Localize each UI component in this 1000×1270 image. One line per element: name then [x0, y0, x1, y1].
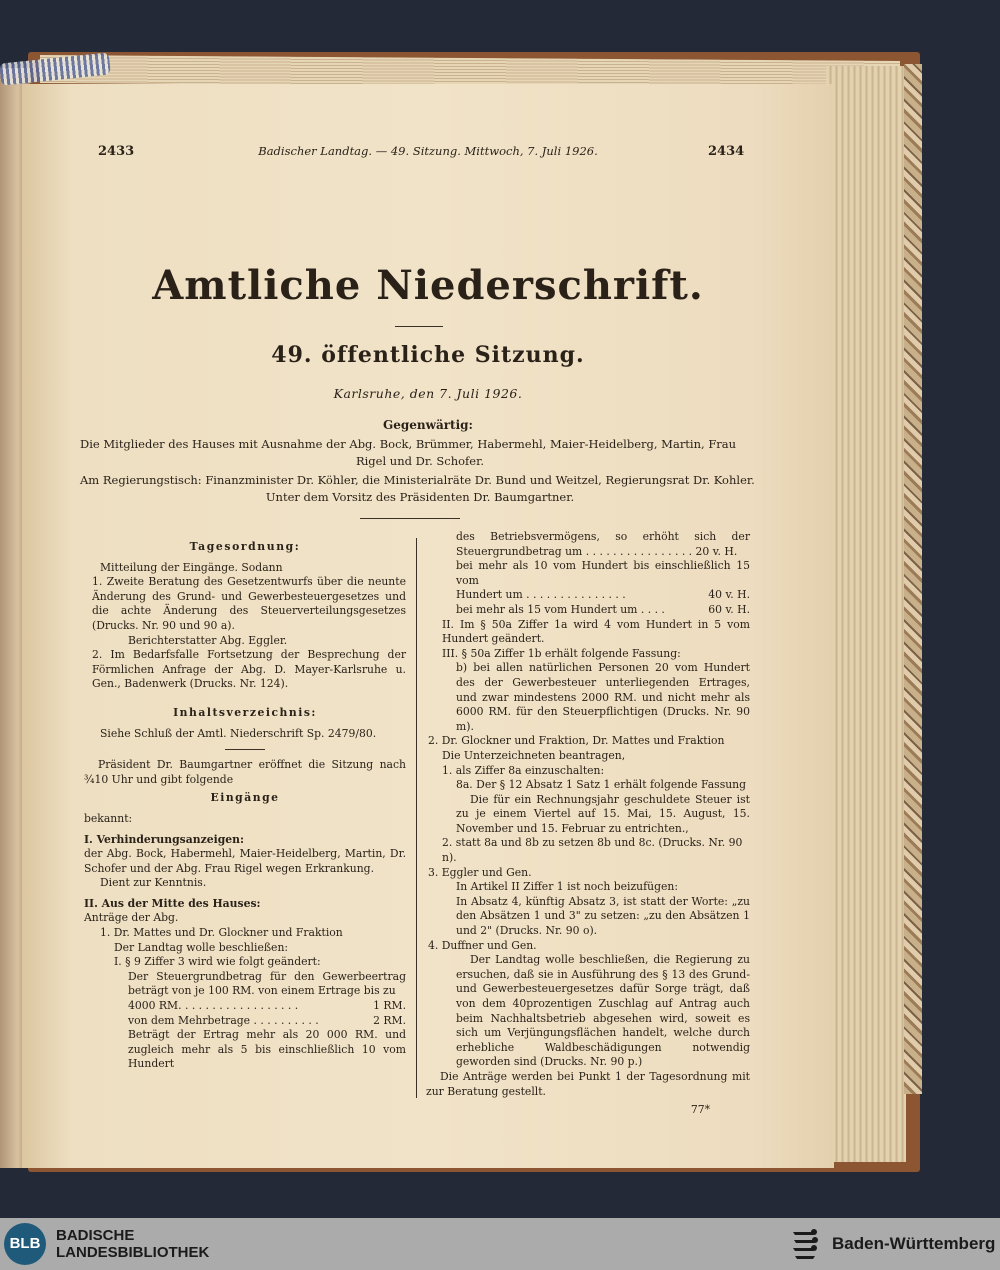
session-title: 49. öffentliche Sitzung.: [271, 342, 585, 368]
motion-4: 4. Duffner und Gen.: [428, 938, 537, 952]
rate-row-4-value: 60 v. H.: [708, 602, 750, 616]
rate-row-4: [426, 603, 750, 618]
bekannt-text: bekannt:: [84, 811, 133, 825]
section-1-heading: I. Verhinderungsanzeigen:: [84, 832, 244, 846]
point-3-b: b) bei allen natürlichen Personen 20 vom Hundert des der Gewerbesteuer unterliegenden Ertrages, und zwar mindestens 2000 RM. und nicht mehr als 6000 RM. für den Steuerpflichtigen (Drucks. Nr. 90 m).: [456, 661, 750, 733]
right-column: [426, 530, 750, 1118]
marbled-edge: [904, 64, 922, 1094]
blb-line-1: BADISCHE: [56, 1227, 135, 1244]
agenda-item-1: 1. Zweite Beratung des Gesetzentwurfs über die neunte Änderung des Grund- und Gewerbesteuergesetzes und die achte Änderung des Steuerverteilungsgesetzes (Drucks. Nr. 90 und 90 a).: [92, 575, 406, 632]
motion-3-text: In Artikel II Ziffer 1 ist noch beizufügen:: [456, 880, 678, 894]
rate-row-3: [426, 588, 750, 603]
agenda-item-2: 2. Im Bedarfsfalle Fortsetzung der Besprechung der Förmlichen Anfrage der Abg. D. Mayer-Karlsruhe u. Gen., Badenwerk (Drucks. Nr. 124).: [92, 648, 406, 691]
page-number-left: 2433: [98, 144, 135, 159]
contents-heading: Inhaltsverzeichnis:: [173, 705, 317, 719]
footer-bar: [0, 1218, 1000, 1270]
point-2: II. Im § 50a Ziffer 1a wird 4 vom Hundert in 5 vom Hundert geändert.: [442, 617, 750, 646]
left-column: [84, 536, 406, 1072]
motion-1-point: I. § 9 Ziffer 3 wird wie folgt geändert:: [114, 955, 321, 969]
opening-text: Präsident Dr. Baumgartner eröffnet die Sitzung nach ¾10 Uhr und gibt folgende: [84, 758, 406, 786]
contents-text: Siehe Schluß der Amtl. Niederschrift Sp. 2479/80.: [100, 726, 377, 740]
point-3: III. § 50a Ziffer 1b erhält folgende Fassung:: [442, 646, 681, 660]
rate-row-3-label: Hundert um . . . . . . . . . . . . . . .: [456, 588, 626, 602]
motion-2-8a-text: Die für ein Rechnungsjahr geschuldete Steuer ist zu je einem Viertel auf 15. Mai, 15. August, 15. November und 15. Februar zu entrichten.,: [456, 792, 750, 835]
motion-2-item-2: 2. statt 8a und 8b zu setzen 8b und 8c. (Drucks. Nr. 90 n).: [442, 836, 743, 865]
bw-label[interactable]: Baden-Württemberg: [832, 1234, 996, 1253]
section-1-note: Dient zur Kenntnis.: [100, 876, 207, 890]
motion-2: 2. Dr. Glockner und Fraktion, Dr. Mattes und Fraktion: [428, 734, 725, 748]
closing-text: Die Anträge werden bei Punkt 1 der Tagesordnung mit zur Beratung gestellt.: [426, 1069, 750, 1098]
running-title: Badischer Landtag. — 49. Sitzung. Mittwoch, 7. Juli 1926.: [258, 144, 598, 158]
agenda-heading: Tagesordnung:: [189, 540, 301, 553]
rate-row-4-label: bei mehr als 15 vom Hundert um . . . .: [456, 602, 665, 616]
present-line1: Die Mitglieder des Hauses mit Ausnahme der Abg. Bock, Brümmer, Habermehl, Maier-Heidelberg, Martin, Frau: [80, 437, 737, 451]
motion-2-item-1: 1. als Ziffer 8a einzuschalten:: [442, 763, 605, 777]
rate-row-1: [84, 999, 406, 1014]
rate-row-2-value: 2 RM.: [373, 1013, 406, 1027]
motion-2-8a: 8a. Der § 12 Absatz 1 Satz 1 erhält folgende Fassung: [456, 778, 747, 792]
blb-line-2: LANDESBIBLIOTHEK: [56, 1244, 210, 1261]
blb-logo[interactable]: BLB: [4, 1223, 46, 1265]
rate-row-1-value: 1 RM.: [373, 999, 406, 1013]
blb-name: [56, 1227, 209, 1261]
title-rule: [395, 326, 443, 327]
rate-row-3-value: 40 v. H.: [708, 588, 750, 602]
rate-row-1-label: 4000 RM. . . . . . . . . . . . . . . . . .: [128, 999, 299, 1013]
right-cont-1: des Betriebsvermögens, so erhöht sich der Steuergrundbetrag um . . . . . . . . . . . . . . . . 20 v. H.: [456, 530, 750, 558]
present-heading: Gegenwärtig:: [383, 418, 473, 432]
agenda-item-1-reporter: Berichterstatter Abg. Eggler.: [128, 633, 288, 647]
motion-3-text-2: In Absatz 4, künftig Absatz 3, ist statt der Worte: „zu den Absätzen 1 und 3" zu setzen: „zu den Absätzen 1 und 2" (Drucks. Nr. 90 o).: [456, 894, 750, 938]
motion-1-cont: Beträgt der Ertrag mehr als 20 000 RM. und zugleich mehr als 5 bis einschließlich 10 vom Hundert: [128, 1028, 406, 1071]
section-1-text: der Abg. Bock, Habermehl, Maier-Heidelberg, Martin, Dr. Schofer und der Abg. Frau Rigel wegen Erkrankung.: [84, 847, 406, 875]
eingaenge-heading: Eingänge: [210, 791, 280, 805]
short-rule: [225, 749, 265, 750]
section-2-heading: II. Aus der Mitte des Hauses:: [84, 896, 261, 910]
present-members: [80, 436, 760, 470]
place-date: Karlsruhe, den 7. Juli 1926.: [333, 386, 523, 401]
motion-4-text: Der Landtag wolle beschließen, die Regierung zu ersuchen, daß sie in Ausführung des § 13 des Grund- und Gewerbesteuergesetzes dafür Sorge trägt, daß von dem 40prozentigen Zuschlag auf Antrag auch beim Nachhaltsbetrieb abgesehen wird, soweit es sich um Verjüngungsflächen handelt, welche durch erhebliche Waldbeschädigungen notwendig geworden sind (Drucks. Nr. 90 p.): [456, 953, 750, 1069]
rate-row-2-label: von dem Mehrbetrage . . . . . . . . . .: [128, 1013, 319, 1027]
page-number-right: 2434: [708, 144, 745, 159]
agenda-intro: Mitteilung der Eingänge. Sodann: [100, 560, 283, 574]
motion-3: 3. Eggler und Gen.: [428, 865, 532, 879]
present-line1b: Rigel und Dr. Schofer.: [355, 454, 485, 468]
motion-1-text: Der Steuergrundbetrag für den Gewerbeertrag beträgt von je 100 RM. von einem Ertrage bis zu: [128, 969, 406, 998]
page-title: Amtliche Niederschrift.: [152, 262, 704, 309]
column-divider: [416, 538, 417, 1098]
section-2-intro: Anträge der Abg.: [84, 911, 179, 925]
present-line2: Am Regierungstisch: Finanzminister Dr. Köhler, die Ministerialräte Dr. Bund und Weitzel, Regierungsrat Dr. Kohler.: [80, 473, 755, 487]
motion-1-sub: Der Landtag wolle beschließen:: [114, 940, 289, 954]
government-bench: [80, 472, 760, 506]
rate-row-2: [84, 1014, 406, 1029]
present-line3: Unter dem Vorsitz des Präsidenten Dr. Baumgartner.: [265, 490, 575, 504]
motion-1: 1. Dr. Mattes und Dr. Glockner und Fraktion: [100, 926, 343, 940]
document-page: [22, 84, 834, 1168]
lions-icon: [790, 1226, 820, 1262]
page-stack-edge: [826, 66, 906, 1162]
right-cont-2: bei mehr als 10 vom Hundert bis einschließlich 15 vom: [456, 559, 750, 587]
motion-2-sub: Die Unterzeichneten beantragen,: [442, 748, 626, 762]
signature-mark: 77*: [690, 1103, 710, 1117]
section-rule: [360, 518, 460, 519]
